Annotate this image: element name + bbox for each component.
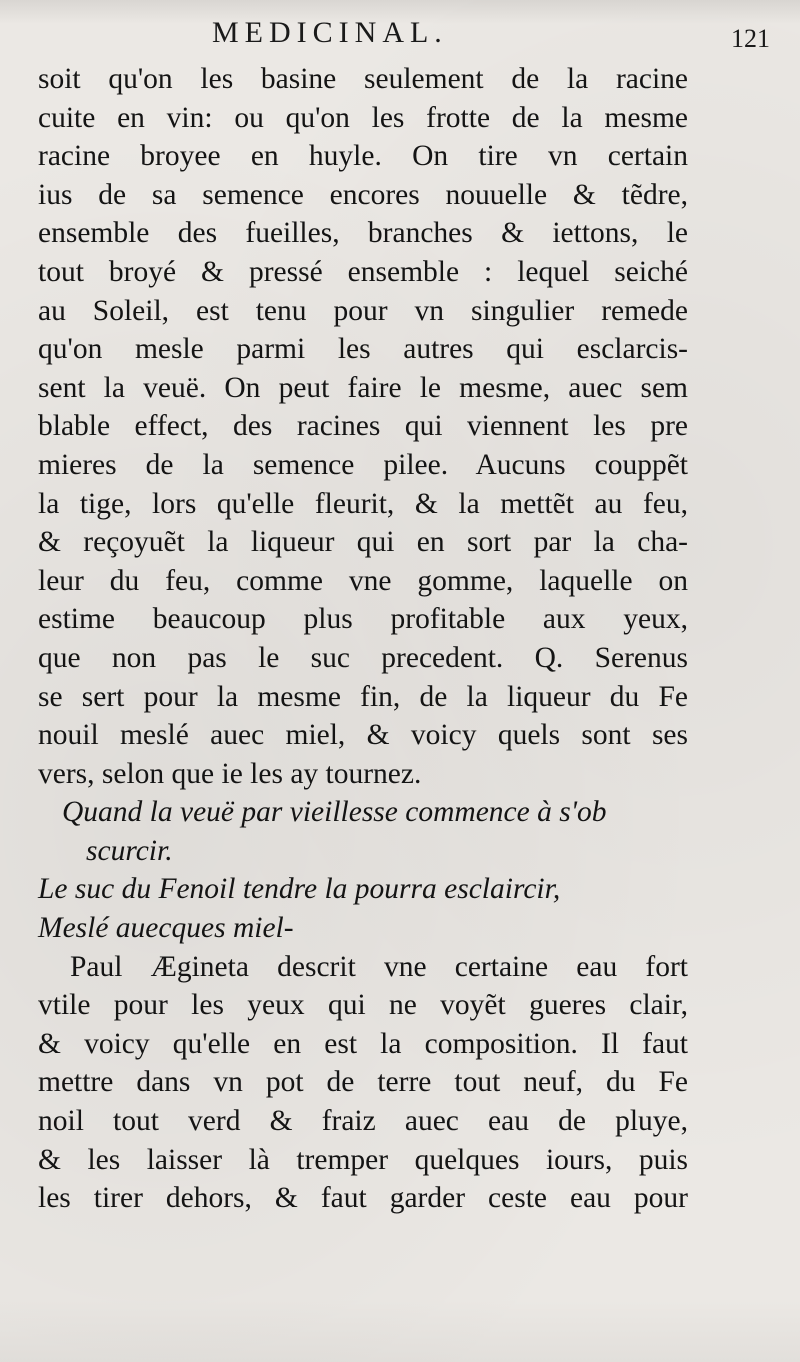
text-line: se sert pour la mesme fin, de la liqueur du Fe [38,680,688,713]
text-line: & voicy qu'elle en est la composition. Il faut [38,1027,688,1060]
page-number: 121 [731,24,770,53]
verse-line: Quand la veuë par vieillesse commence à s'ob [62,796,607,829]
text-line: la tige, lors qu'elle fleurit, & la mettẽt au feu, [38,487,688,520]
verse-line: Le suc du Fenoil tendre la pourra esclaircir, [38,873,561,906]
text-line: mettre dans vn pot de terre tout neuf, du Fe [38,1066,688,1099]
page-header [0,12,800,52]
text-line: tout broyé & pressé ensemble : lequel seiché [38,255,688,288]
body-text [38,60,688,1218]
text-line: ensemble des fueilles, branches & iettons, le [38,217,688,250]
text-line: ius de sa semence encores nouuelle & tẽdre, [38,178,688,211]
text-line: racine broyee en huyle. On tire vn certain [38,140,688,173]
text-line: vers, selon que ie les ay tournez. [38,757,422,790]
text-line: nouil meslé auec miel, & voicy quels sont ses [38,719,688,752]
text-line: Paul Ægineta descrit vne certaine eau fort [70,950,688,983]
verse-line: Meslé auecques miel- [38,912,294,945]
verse-line: scurcir. [86,834,173,867]
text-line: noil tout verd & fraiz auec eau de pluye, [38,1105,688,1138]
text-line: blable effect, des racines qui viennent les pre [38,410,688,443]
text-line: que non pas le suc precedent. Q. Serenus [38,641,688,674]
text-line: leur du feu, comme vne gomme, laquelle on [38,564,688,597]
text-line: estime beaucoup plus profitable aux yeux, [38,603,688,636]
text-line: les tirer dehors, & faut garder ceste eau pour [38,1182,688,1215]
text-line: & reçoyuẽt la liqueur qui en sort par la cha- [38,526,688,559]
text-line: soit qu'on les basine seulement de la racine [38,63,688,95]
text-line: cuite en vin: ou qu'on les frotte de la mesme [38,101,688,134]
running-title: MEDICINAL. [212,16,448,49]
text-line: sent la veuë. On peut faire le mesme, auec sem [38,371,688,404]
text-line: au Soleil, est tenu pour vn singulier remede [38,294,688,327]
text-line: & les laisser là tremper quelques iours, puis [38,1143,688,1176]
text-line: qu'on mesle parmi les autres qui esclarcis- [38,333,688,366]
text-line: vtile pour les yeux qui ne voyẽt gueres clair, [38,989,688,1022]
text-line: mieres de la semence pilee. Aucuns couppẽt [38,448,688,481]
